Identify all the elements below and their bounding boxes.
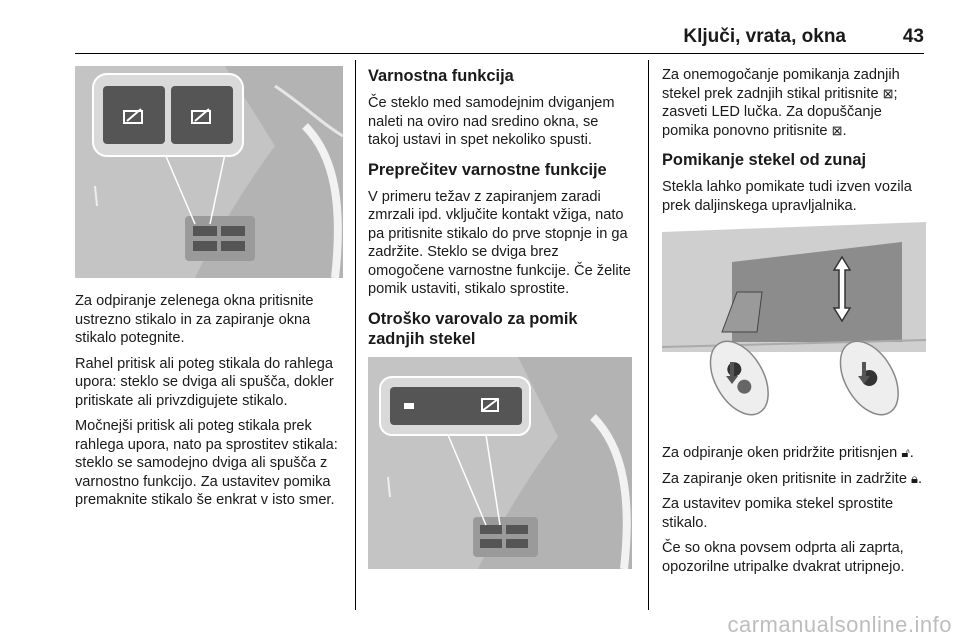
paragraph-hazard-blink: Če so okna povsem odprta ali zaprta, opozorilne utripalke dvakrat utripnejo. bbox=[662, 540, 905, 575]
paragraph-remote-operation: Stekla lahko pomikate tudi izven vozila prek daljinskega upravljalnika. bbox=[662, 179, 912, 214]
paragraph-close-remote: Za zapiranje oken pritisnite in zadržite 🔒︎. bbox=[662, 470, 923, 487]
column-divider-1 bbox=[355, 60, 356, 610]
watermark: carmanualsonline.info bbox=[727, 612, 952, 637]
page-header bbox=[75, 22, 924, 52]
remote-key-figure bbox=[662, 222, 926, 434]
child-lock-figure bbox=[368, 357, 632, 569]
page-number: 43 bbox=[902, 26, 924, 47]
paragraph-safety-function: Če steklo med samodejnim dviganjem naleti na oviro nad sredino okna, se takoj ustavi in spet nekoliko spusti. bbox=[368, 95, 615, 148]
paragraph-child-lock bbox=[662, 66, 926, 140]
heading-remote-operation: Pomikanje stekel od zunaj bbox=[662, 151, 867, 169]
child-lock-text-b: ; zasveti LED lučka. Za dopuščanje pomika ponovno pritisnite bbox=[662, 85, 898, 139]
paragraph-strong-press: Močnejši pritisk ali poteg stikala prek rahlega upora, nato pa sprostitev stikala: steklo se samodejno dviga ali spušča z varnostno funkcijo. Za ustavitev pomika premaknite stikalo še enkrat v isto smer. bbox=[75, 418, 338, 508]
heading-override-safety: Preprečitev varnostne funkcije bbox=[368, 160, 607, 179]
close-remote-text: Za zapiranje oken pritisnite in zadržite bbox=[662, 470, 907, 487]
column-divider-2 bbox=[648, 60, 649, 610]
window-lock-icon: ⊠ bbox=[831, 122, 843, 138]
paragraph-open-remote: Za odpiranje oken pridržite pritisnjen 🔓︎. bbox=[662, 445, 914, 461]
lock-icon: 🔒︎ bbox=[911, 470, 918, 486]
paragraph-light-press: Rahel pritisk ali poteg stikala do rahlega upora: steklo se dviga ali spušča, dokler pritiskate ali privzdigujete stikalo. bbox=[75, 355, 334, 409]
open-remote-text: Za odpiranje oken pridržite pritisnjen bbox=[662, 445, 898, 461]
heading-child-lock: Otroško varovalo za pomik zadnjih stekel bbox=[368, 309, 578, 348]
column-3 bbox=[662, 66, 926, 583]
page-title: Ključi, vrata, okna bbox=[683, 26, 846, 47]
column-2 bbox=[368, 66, 632, 569]
header-divider bbox=[75, 53, 924, 54]
paragraph-stop-remote: Za ustavitev pomika stekel sprostite stikalo. bbox=[662, 496, 894, 531]
window-lock-icon: ⊠ bbox=[882, 85, 894, 101]
heading-safety-function: Varnostna funkcija bbox=[368, 67, 514, 85]
unlock-icon: 🔓︎ bbox=[901, 445, 910, 460]
window-switch-figure bbox=[75, 66, 343, 278]
paragraph-override-safety: V primeru težav z zapiranjem zaradi zmrzali ipd. vključite kontakt vžiga, nato pa pritisnite stikalo do prve stopnje in ga zadržite. Steklo se dviga brez omogočene varnostne funkcije. Če želite pomik ustaviti, stikalo sprostite. bbox=[368, 188, 631, 297]
child-lock-text-a: Za onemogočanje pomikanja zadnjih stekel prek zadnjih stikal pritisnite bbox=[662, 67, 900, 102]
paragraph-open-window: Za odpiranje zelenega okna pritisnite ustrezno stikalo in za zapiranje okna stikalo potegnite. bbox=[75, 293, 314, 346]
child-lock-text-c: . bbox=[842, 122, 847, 139]
column-1 bbox=[75, 66, 343, 517]
